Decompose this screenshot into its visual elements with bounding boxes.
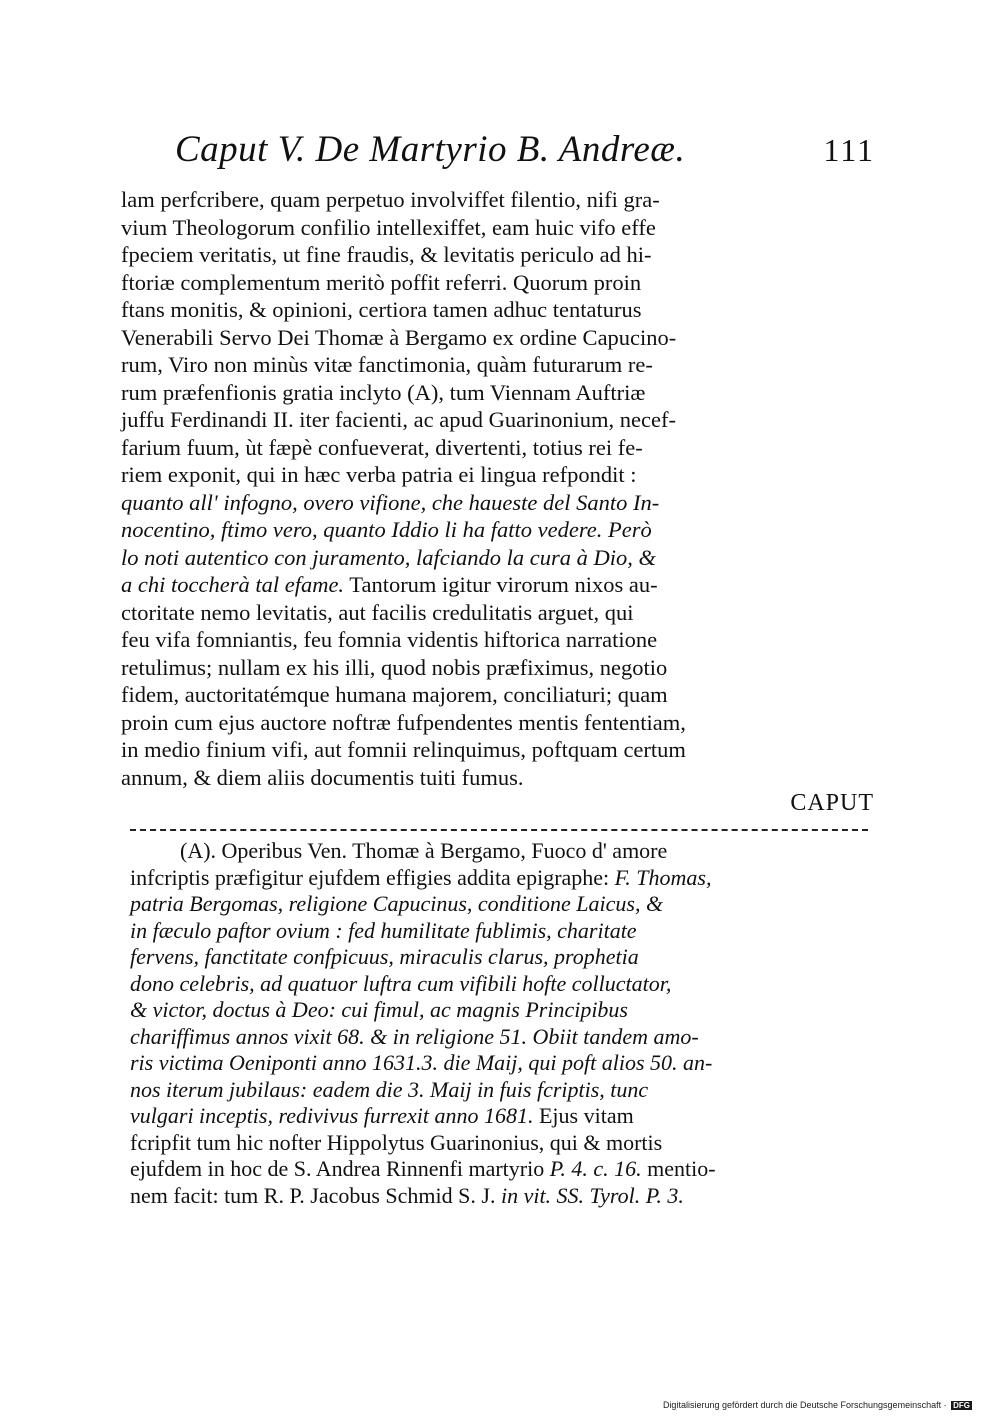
footnote-line: [130, 1183, 872, 1210]
text-segment: quanto all' infogno, overo vifione, che haueste del Santo In-: [121, 489, 660, 515]
text-line: [121, 516, 877, 544]
text-segment: fervens, fanctitate confpicuus, miraculis clarus, prophetia: [130, 944, 639, 969]
text-segment: ejufdem in hoc de S. Andrea Rinnenfi martyrio: [130, 1156, 550, 1181]
text-line: [121, 269, 877, 297]
text-segment: fpeciem veritatis, ut fine fraudis, & levitatis periculo ad hi-: [121, 242, 652, 267]
footnote: [130, 838, 872, 1209]
footnote-line: [130, 1156, 872, 1183]
text-line: [121, 736, 877, 764]
text-segment: in medio finium vifi, aut fomnii relinquimus, poftquam certum: [121, 737, 686, 762]
text-segment: ctoritate nemo levitatis, aut facilis credulitatis arguet, qui: [121, 599, 634, 625]
text-line: [121, 571, 877, 599]
text-line: [121, 654, 877, 682]
text-segment: nocentino, ftimo vero, quanto Iddio li ha fatto vedere. Però: [121, 517, 652, 542]
running-header: [175, 128, 875, 176]
text-segment: proin cum ejus auctore noftræ fufpendentes mentis fententiam,: [121, 709, 686, 735]
text-line: [121, 764, 877, 792]
text-segment: F. Thomas,: [614, 864, 712, 890]
text-segment: fcripfit tum hic nofter Hippolytus Guarinonius, qui & mortis: [130, 1129, 663, 1155]
text-segment: ftans monitis, & opinioni, certiora tamen adhuc tentaturus: [121, 297, 642, 322]
text-line: [121, 434, 877, 462]
text-segment: nem facit: tum R. P. Jacobus Schmid S. J.: [130, 1182, 501, 1208]
text-segment: Venerabili Servo Dei Thomæ à Bergamo ex ordine Capucino-: [121, 324, 677, 350]
catchword: CAPUT: [790, 790, 874, 816]
footnote-line: [130, 944, 872, 971]
text-line: [121, 489, 877, 517]
footnote-line: [130, 918, 872, 945]
text-segment: nos iterum jubilaus: eadem die 3. Maij in fuis fcriptis, tunc: [130, 1076, 649, 1102]
text-segment: (A). Operibus Ven. Thomæ à Bergamo, Fuoco d' amore: [180, 838, 668, 863]
footnote-line: [130, 1077, 872, 1104]
footnote-line: [130, 997, 872, 1024]
page-number: 111: [823, 132, 875, 168]
text-segment: ris victima Oeniponti anno 1631.3. die Maij, qui poft alios 50. an-: [130, 1050, 713, 1075]
text-segment: annum, & diem aliis documentis tuiti fumus.: [121, 764, 524, 790]
text-segment: vium Theologorum confilio intellexiffet, eam huic vifo effe: [121, 214, 656, 240]
text-line: [121, 379, 877, 407]
text-line: [121, 214, 877, 242]
text-segment: farium fuum, ùt fæpè confueverat, divertenti, totius rei fe-: [121, 434, 643, 460]
text-segment: ftoriæ complementum meritò poffit referri. Quorum proin: [121, 269, 642, 295]
text-line: [121, 351, 877, 379]
text-segment: rum, Viro non minùs vitæ fanctimonia, quàm futurarum re-: [121, 352, 653, 377]
text-line: [121, 186, 877, 214]
text-segment: retulimus; nullam ex his illi, quod nobis præfiximus, negotio: [121, 654, 668, 680]
text-segment: vulgari inceptis, redivivus furrexit anno 1681.: [130, 1103, 534, 1128]
text-line: [121, 626, 877, 654]
text-line: [121, 709, 877, 737]
main-text: [121, 186, 877, 791]
text-segment: & victor, doctus à Deo: cui fimul, ac magnis Principibus: [130, 997, 628, 1022]
text-segment: infcriptis præfigitur ejufdem effigies addita epigraphe:: [130, 864, 615, 890]
footnote-line: [130, 971, 872, 998]
text-segment: P. 4. c. 16.: [549, 1156, 642, 1181]
footnote-line: [130, 1024, 872, 1051]
text-segment: fidem, auctoritatémque humana majorem, conciliaturi; quam: [121, 682, 668, 707]
text-segment: juffu Ferdinandi II. iter facienti, ac apud Guarinonium, necef-: [121, 407, 676, 432]
text-line: [121, 324, 877, 352]
digitization-credit: [663, 1400, 972, 1410]
text-line: [121, 681, 877, 709]
text-segment: dono celebris, ad quatuor luftra cum vifibili hofte colluctator,: [130, 970, 672, 996]
text-segment: mentio-: [641, 1156, 716, 1181]
footnote-line: [130, 1130, 872, 1157]
footnote-line: [130, 838, 872, 865]
text-segment: in fæculo paftor ovium : fed humilitate fublimis, charitate: [130, 917, 637, 943]
text-segment: a chi toccherà tal efame.: [121, 572, 345, 597]
text-segment: lam perfcribere, quam perpetuo involviffet filentio, nifi gra-: [121, 187, 660, 212]
text-segment: Tantorum igitur virorum nixos au-: [344, 572, 658, 597]
footnote-line: [130, 1103, 872, 1130]
text-segment: riem exponit, qui in hæc verba patria ei lingua refpondit :: [121, 462, 637, 487]
dfg-logo: DFG: [953, 1401, 970, 1410]
text-segment: patria Bergomas, religione Capucinus, conditione Laicus, &: [130, 891, 664, 916]
text-segment: rum præfenfionis gratia inclyto (A), tum Viennam Auftriæ: [121, 379, 646, 405]
text-line: [121, 599, 877, 627]
text-segment: Ejus vitam: [533, 1103, 634, 1128]
text-line: [121, 296, 877, 324]
text-segment: chariffimus annos vixit 68. & in religione 51. Obiit tandem amo-: [130, 1023, 699, 1049]
footnote-line: [130, 891, 872, 918]
text-segment: feu vifa fomniantis, feu fomnia videntis hiftorica narratione: [121, 627, 658, 652]
text-line: [121, 241, 877, 269]
text-segment: in vit. SS. Tyrol. P. 3.: [500, 1182, 684, 1208]
footnote-line: [130, 1050, 872, 1077]
footnote-line: [130, 865, 872, 892]
text-segment: lo noti autentico con juramento, lafciando la cura à Dio, &: [121, 544, 656, 570]
text-line: [121, 461, 877, 489]
footnote-rule: [130, 829, 868, 831]
text-line: [121, 406, 877, 434]
credit-text: Digitalisierung gefördert durch die Deutsche Forschungsgemeinschaft ·: [662, 1400, 947, 1410]
chapter-title: Caput V. De Martyrio B. Andreæ.: [175, 129, 686, 170]
text-line: [121, 544, 877, 572]
